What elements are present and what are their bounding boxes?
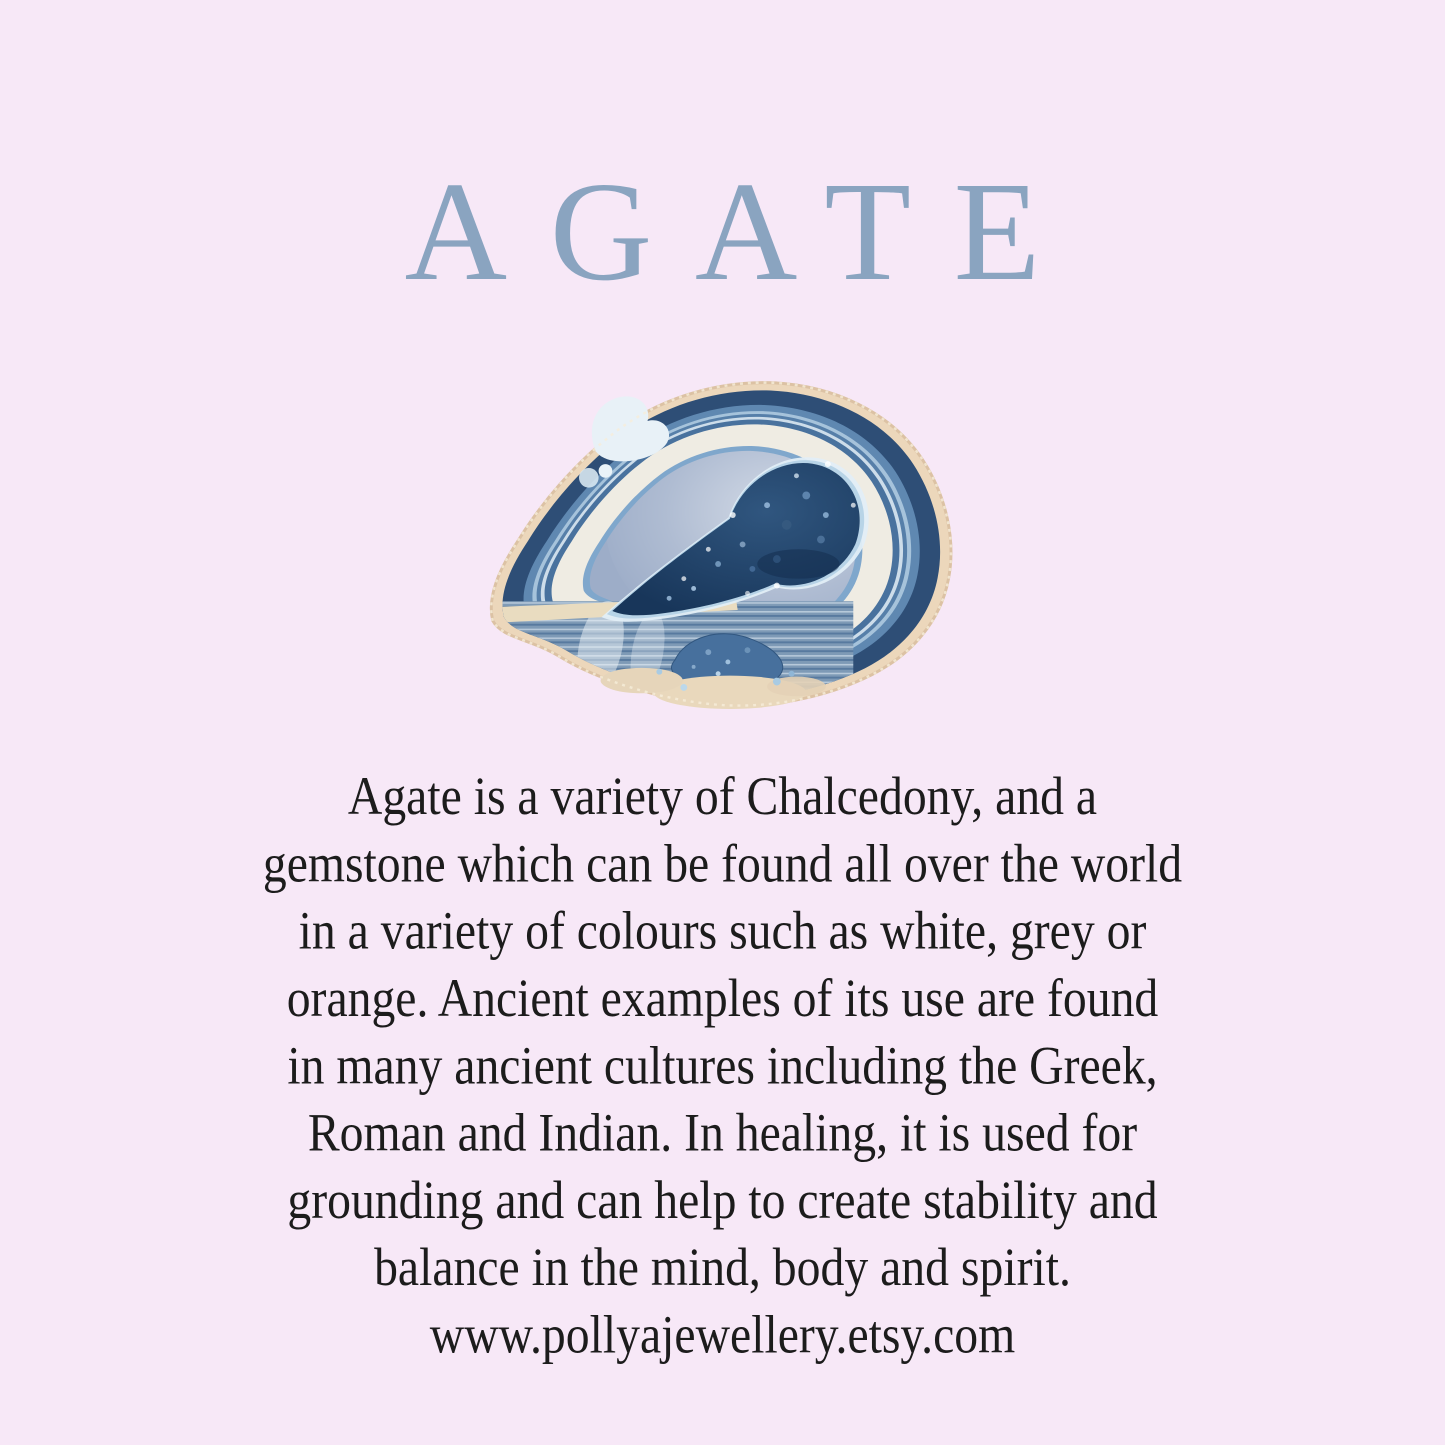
agate-stone-image (483, 368, 963, 711)
description-text (72, 763, 1373, 1369)
description-line: Agate is a variety of Chalcedony, and a (347, 767, 1098, 827)
description-line: orange. Ancient examples of its use are found (286, 969, 1159, 1029)
description-line: balance in the mind, body and spirit. (374, 1238, 1071, 1298)
description-lines (72, 763, 1373, 1302)
description-line: Roman and Indian. In healing, it is used for (307, 1103, 1138, 1163)
description-line: in many ancient cultures including the Greek, (287, 1036, 1158, 1096)
website-url: www.pollyajewellery.etsy.com (429, 1305, 1016, 1365)
description-line: in a variety of colours such as white, grey or (298, 901, 1147, 961)
description-line: gemstone which can be found all over the world (262, 834, 1183, 894)
agate-geode-svg (483, 368, 963, 711)
page-title: AGATE (404, 152, 1083, 310)
description-line: grounding and can help to create stability and (287, 1171, 1158, 1231)
